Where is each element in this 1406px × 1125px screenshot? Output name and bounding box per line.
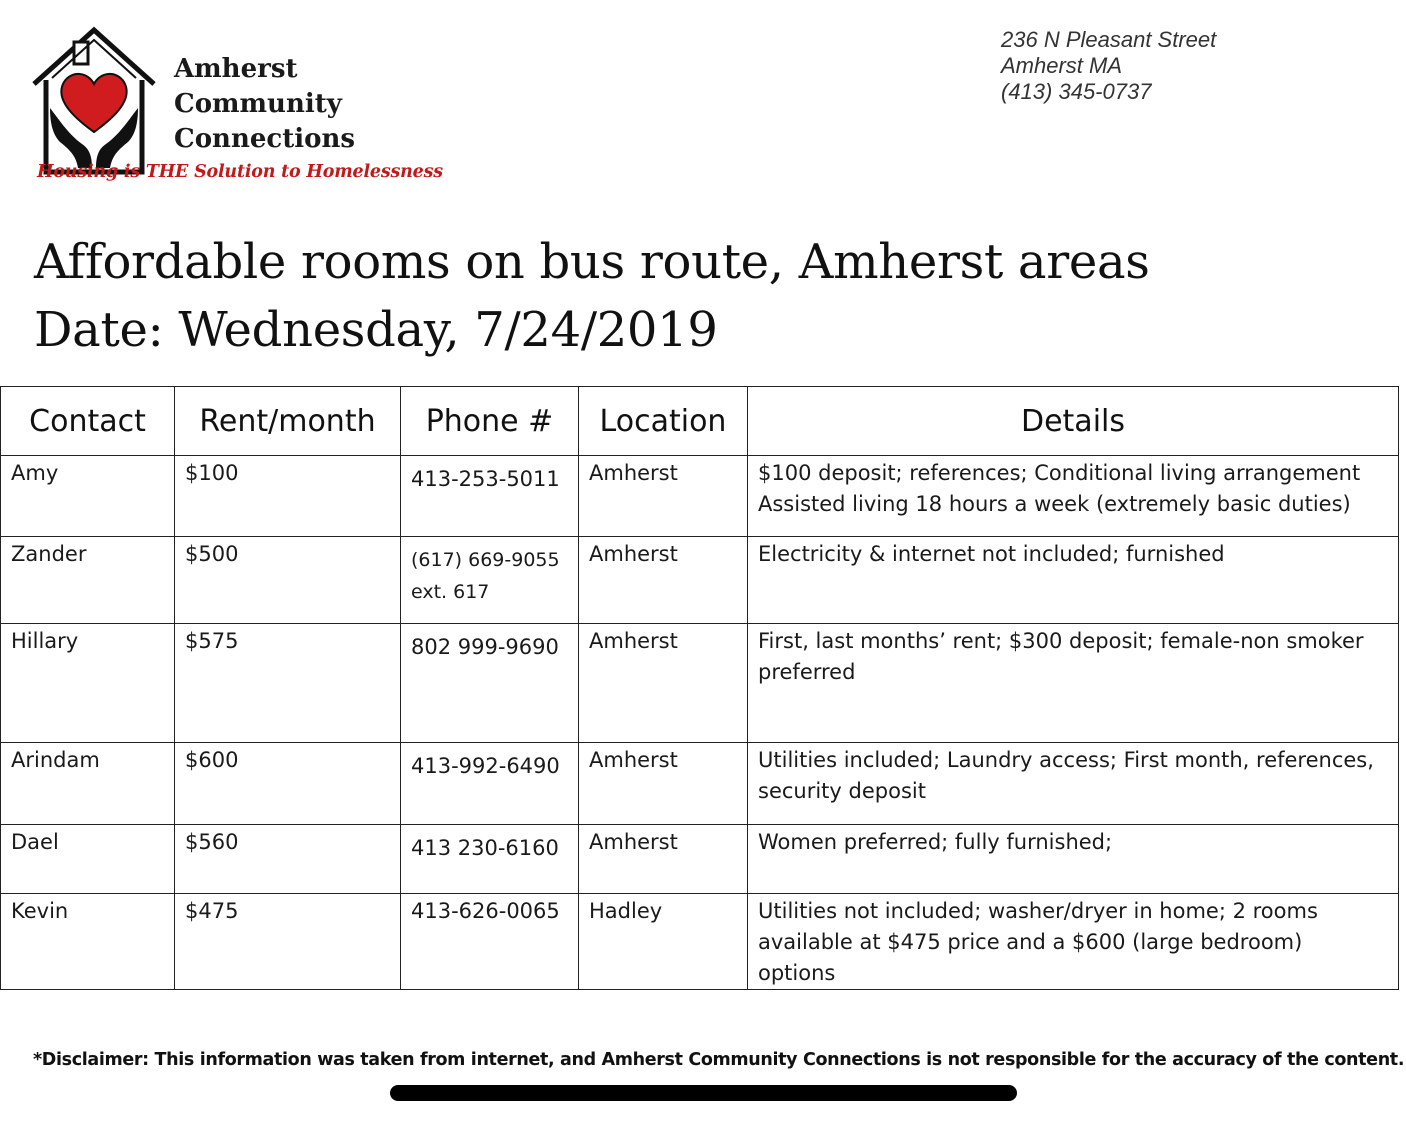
cell-phone xyxy=(401,537,579,624)
cell-contact: Arindam xyxy=(1,743,175,825)
house-heart-hands-icon xyxy=(26,22,166,182)
title-date: Date: Wednesday, 7/24/2019 xyxy=(34,302,718,358)
cell-details xyxy=(748,894,1399,990)
details-line: preferred xyxy=(758,660,856,684)
cell-rent: $100 xyxy=(175,456,401,537)
org-name-line: Connections xyxy=(174,124,355,154)
cell-rent: $475 xyxy=(175,894,401,990)
address-city: Amherst MA xyxy=(1001,53,1123,78)
cell-contact: Hillary xyxy=(1,624,175,743)
address-phone: (413) 345-0737 xyxy=(1001,79,1152,104)
details-line: Utilities not included; washer/dryer in home; 2 rooms xyxy=(758,899,1318,923)
title-heading: Affordable rooms on bus route, Amherst areas xyxy=(34,234,1150,290)
table-header-row xyxy=(1,387,1399,456)
cell-phone: 413-626-0065 xyxy=(401,894,579,990)
table-row xyxy=(1,456,1399,537)
details-line: First, last months’ rent; $300 deposit; female-non smoker xyxy=(758,629,1364,653)
cell-phone: 413-253-5011 xyxy=(401,456,579,537)
cell-location: Amherst xyxy=(579,456,748,537)
org-tagline: Housing is THE Solution to Homelessness xyxy=(37,162,443,182)
listings-table xyxy=(0,386,1399,990)
column-header-details: Details xyxy=(748,387,1399,456)
cell-location: Amherst xyxy=(579,537,748,624)
table-row xyxy=(1,743,1399,825)
column-header-phone: Phone # xyxy=(401,387,579,456)
details-line: available at $475 price and a $600 (large bedroom) xyxy=(758,930,1303,954)
details-line: Women preferred; fully furnished; xyxy=(758,830,1113,854)
cell-location: Amherst xyxy=(579,743,748,825)
details-line: Assisted living 18 hours a week (extremely basic duties) xyxy=(758,492,1351,516)
org-name xyxy=(174,52,355,157)
cell-details xyxy=(748,624,1399,743)
cell-rent: $560 xyxy=(175,825,401,894)
phone-number: (617) 669-9055 xyxy=(411,549,560,571)
cell-contact: Amy xyxy=(1,456,175,537)
cell-phone: 413-992-6490 xyxy=(401,743,579,825)
details-line: Electricity & internet not included; furnished xyxy=(758,542,1225,566)
cell-rent: $600 xyxy=(175,743,401,825)
phone-extension: ext. 617 xyxy=(411,581,490,603)
details-line: security deposit xyxy=(758,779,926,803)
org-name-line: Amherst xyxy=(174,54,298,84)
cell-location: Amherst xyxy=(579,624,748,743)
cell-location: Hadley xyxy=(579,894,748,990)
details-line: Utilities included; Laundry access; First month, references, xyxy=(758,748,1374,772)
cell-contact: Kevin xyxy=(1,894,175,990)
cell-contact: Dael xyxy=(1,825,175,894)
document-title xyxy=(34,228,1150,364)
cell-location: Amherst xyxy=(579,825,748,894)
org-logo xyxy=(24,22,443,190)
home-indicator-bar[interactable] xyxy=(390,1085,1017,1101)
table-row xyxy=(1,624,1399,743)
column-header-contact: Contact xyxy=(1,387,175,456)
table-row xyxy=(1,894,1399,990)
cell-contact: Zander xyxy=(1,537,175,624)
cell-phone: 802 999-9690 xyxy=(401,624,579,743)
cell-details xyxy=(748,537,1399,624)
table-row xyxy=(1,537,1399,624)
details-line: options xyxy=(758,961,836,985)
table-row xyxy=(1,825,1399,894)
disclaimer: *Disclaimer: This information was taken from internet, and Amherst Community Connections is not responsible for the accuracy of the content. xyxy=(33,1050,1405,1070)
column-header-location: Location xyxy=(579,387,748,456)
cell-rent: $500 xyxy=(175,537,401,624)
cell-details xyxy=(748,825,1399,894)
cell-rent: $575 xyxy=(175,624,401,743)
address-street: 236 N Pleasant Street xyxy=(1001,27,1217,52)
details-line: $100 deposit; references; Conditional living arrangement xyxy=(758,461,1361,485)
org-name-line: Community xyxy=(174,89,342,119)
column-header-rent: Rent/month xyxy=(175,387,401,456)
cell-details xyxy=(748,456,1399,537)
org-address xyxy=(1001,27,1216,105)
cell-phone: 413 230-6160 xyxy=(401,825,579,894)
cell-details xyxy=(748,743,1399,825)
